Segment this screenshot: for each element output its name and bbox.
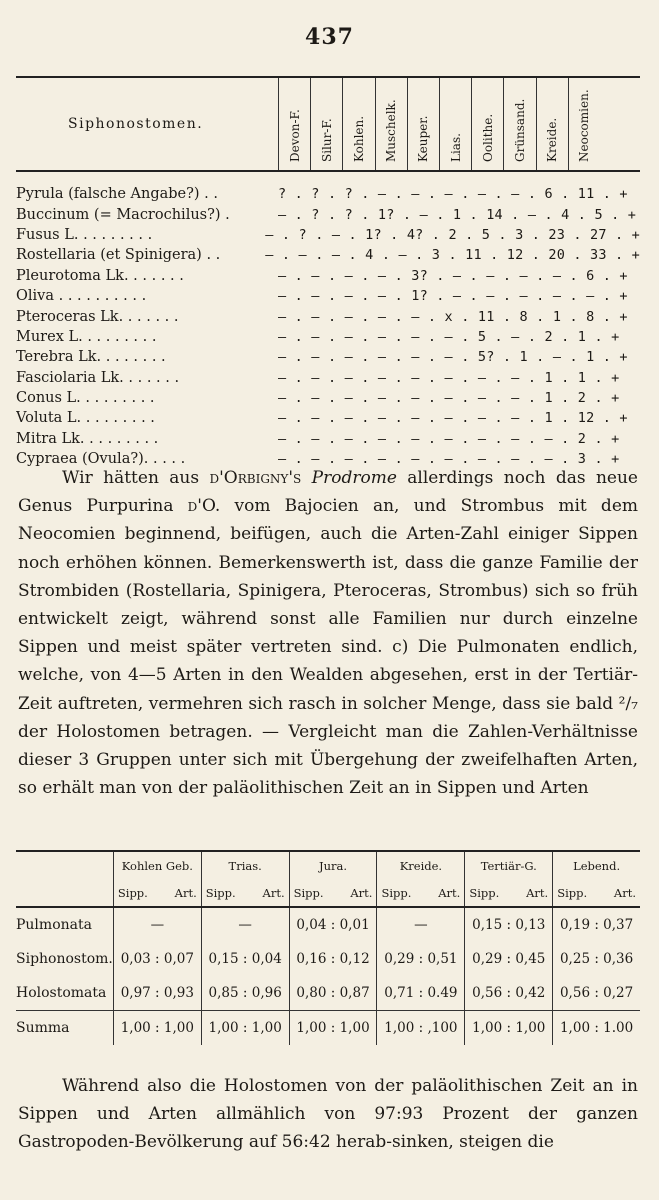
column-header xyxy=(439,78,471,170)
table-row xyxy=(16,286,640,306)
table-rule xyxy=(16,170,640,172)
ratio-cell: 1,00 : 1,00 xyxy=(289,1011,377,1046)
genus-name: Voluta L. . . . . . . . . xyxy=(16,410,155,427)
occurrence-values: — . ? . — . 1? . 4? . 2 . 5 . 3 . 23 . 27 . + xyxy=(265,226,640,243)
subheader xyxy=(289,880,377,907)
period-header: Kohlen Geb. xyxy=(113,851,201,880)
genus-name: Fusus L. . . . . . . . . xyxy=(16,226,153,243)
group-label: Siphonostom. xyxy=(16,951,113,967)
group-label: Holostomata xyxy=(16,985,107,1001)
table-row xyxy=(16,184,640,204)
subheader-pair xyxy=(553,886,640,900)
column-header-label: Muschelk. xyxy=(384,99,399,162)
paragraph-1 xyxy=(18,464,638,802)
author-name: d'Orbigny's xyxy=(209,468,302,488)
occurrence-values: — . — . — . — . — . x . 11 . 8 . 1 . 8 . + xyxy=(278,308,628,325)
genus-name: Murex L. . . . . . . . . xyxy=(16,328,157,345)
occurrence-values: — . — . — . — . — . — . — . — . 1 . 2 . + xyxy=(278,390,620,407)
column-header xyxy=(278,78,310,170)
art-label: Art. xyxy=(613,886,636,900)
subheader-pair xyxy=(465,886,552,900)
table-header xyxy=(16,78,640,170)
occurrence-values: — . — . — . 4 . — . 3 . 11 . 12 . 20 . 33 . + xyxy=(265,247,640,264)
ratio-cell: 0,29 : 0,45 xyxy=(465,942,553,976)
column-header xyxy=(536,78,568,170)
art-label: Art. xyxy=(174,886,197,900)
period-header: Trias. xyxy=(201,851,289,880)
ratio-cell: 0,15 : 0,04 xyxy=(201,942,289,976)
ratio-cell: 0,71 : 0.49 xyxy=(377,976,465,1011)
page-number: 437 xyxy=(305,24,354,50)
proportion-table xyxy=(16,850,640,1045)
group-label: Pulmonata xyxy=(16,917,92,933)
header-blank xyxy=(16,851,113,880)
table-row xyxy=(16,225,640,245)
ratio-cell: — xyxy=(113,907,201,942)
table-row xyxy=(16,368,640,388)
ratio-cell: 1,00 : 1,00 xyxy=(113,1011,201,1046)
table-row xyxy=(16,388,640,408)
ratio-cell: 0,04 : 0,01 xyxy=(289,907,377,942)
subheader-pair xyxy=(114,886,201,900)
ratio-cell: 0,97 : 0,93 xyxy=(113,976,201,1011)
work-title: Prodrome xyxy=(311,468,397,488)
art-label: Art. xyxy=(350,886,373,900)
ratio-cell: 1,00 : 1,00 xyxy=(465,1011,553,1046)
ratio-cell: 0,56 : 0,42 xyxy=(465,976,553,1011)
column-header xyxy=(310,78,342,170)
column-header xyxy=(568,78,600,170)
author-abbrev: d'O. xyxy=(187,496,221,517)
occurrence-values: — . — . — . — . — . — . — . — . 1 . 12 . + xyxy=(278,410,628,427)
table-row xyxy=(16,429,640,449)
ratio-cell: 0,19 : 0,37 xyxy=(553,907,640,942)
ratio-cell: 0,80 : 0,87 xyxy=(289,976,377,1011)
occurrence-values: — . — . — . — . — . — . 5? . 1 . — . 1 . + xyxy=(278,349,628,366)
occurrence-values: — . — . — . — . 3? . — . — . — . — . 6 . + xyxy=(278,267,628,284)
table-title: Siphonostomen. xyxy=(68,116,204,132)
genus-name: Pteroceras Lk. . . . . . . xyxy=(16,308,179,325)
art-label: Art. xyxy=(262,886,285,900)
column-header xyxy=(342,78,374,170)
column-header-label: Silur-F. xyxy=(319,118,334,162)
sipp-label: Sipp. xyxy=(117,886,148,900)
ratio-cell: — xyxy=(201,907,289,942)
subheader-pair xyxy=(377,886,464,900)
ratio-cell: — xyxy=(377,907,465,942)
subheader-pair xyxy=(202,886,289,900)
ratio-cell: 0,56 : 0,27 xyxy=(553,976,640,1011)
column-header xyxy=(503,78,535,170)
occurrence-values: — . — . — . — . — . — . — . — . — . 3 . + xyxy=(278,451,620,468)
header-blank xyxy=(16,880,113,907)
occurrence-values: — . — . — . — . 1? . — . — . — . — . — . + xyxy=(278,288,628,305)
column-header-label: Kreide. xyxy=(545,117,560,162)
ratio-cell: 1,00 : 1.00 xyxy=(553,1011,640,1046)
art-label: Art. xyxy=(526,886,549,900)
column-header-label: Devon-F. xyxy=(287,109,302,162)
subheader xyxy=(201,880,289,907)
table-row xyxy=(16,204,640,224)
occurrence-values: — . — . — . — . — . — . 5 . — . 2 . 1 . + xyxy=(278,328,620,345)
group-label: Summa xyxy=(16,1011,113,1046)
table-row xyxy=(16,408,640,428)
sipp-label: Sipp. xyxy=(293,886,324,900)
siphonostomen-table xyxy=(16,76,640,469)
column-header-label: Oolithe. xyxy=(480,113,495,162)
ratio-cell: 1,00 : ,100 xyxy=(377,1011,465,1046)
genus-name: Pyrula (falsche Angabe?) . . xyxy=(16,186,218,203)
table-row xyxy=(16,942,640,976)
table-row xyxy=(16,266,640,286)
column-header-label: Grünsand. xyxy=(512,98,527,162)
genus-name: Oliva . . . . . . . . . . xyxy=(16,288,147,305)
text-run: Während also die Holostomen von der paläolithischen Zeit an in Sippen und Arten allmählich von 97:93 Prozent der ganzen Gastropoden-Bevölkerung auf 56:42 herab-sinken, steigen die xyxy=(18,1076,638,1153)
table-row xyxy=(16,327,640,347)
sipp-label: Sipp. xyxy=(469,886,500,900)
column-header xyxy=(407,78,439,170)
genus-name: Buccinum (= Macrochilus?) . xyxy=(16,206,230,223)
paragraph-2 xyxy=(18,1072,638,1157)
occurrence-values: — . — . — . — . — . — . — . — . — . 2 . + xyxy=(278,430,620,447)
text-run: allerdings noch das neue Genus Purpurina xyxy=(18,468,638,517)
occurrence-values: — . — . — . — . — . — . — . — . 1 . 1 . + xyxy=(278,369,620,386)
ratio-cell: 0,29 : 0,51 xyxy=(377,942,465,976)
sipp-label: Sipp. xyxy=(381,886,412,900)
genus-name: Pleurotoma Lk. . . . . . . xyxy=(16,267,184,284)
genus-name: Terebra Lk. . . . . . . . xyxy=(16,349,166,366)
genus-name: Rostellaria (et Spinigera) . . xyxy=(16,247,221,264)
table-row xyxy=(16,1011,640,1046)
ratio-cell: 0,25 : 0,36 xyxy=(553,942,640,976)
table-row xyxy=(16,347,640,367)
ratio-cell: 0,16 : 0,12 xyxy=(289,942,377,976)
subheader xyxy=(377,880,465,907)
text-run: vom Bajocien an, und Strombus mit dem Neocomien beginnend, beifügen, auch die Arten-Zahl einiger Sippen noch erhöhen können. Bemerkenswerth ist, dass die ganze Familie der Strombiden (Rostellaria, Spinigera, Pteroceras, Strombus) sich so früh entwickelt zeigt, während sonst alle Familien nur durch einzelne Sippen und meist später vertreten sind. c) Die Pulmonaten endlich, welche, von 4—5 Arten in den Wealden abgesehen, erst in der Tertiär-Zeit auftreten, vermehren sich rasch in solcher Menge, dass sie bald ²/₇ der Holostomen betragen. — Vergleicht man die Zahlen-Verhältnisse dieser 3 Gruppen unter sich mit Übergehung der zweifelhaften Arten, so erhält man von der paläolithischen Zeit an in Sippen und Arten xyxy=(18,496,638,799)
column-header xyxy=(375,78,407,170)
genus-name: Conus L. . . . . . . . . xyxy=(16,390,155,407)
genus-name: Cypraea (Ovula?). . . . . xyxy=(16,451,186,468)
period-header: Jura. xyxy=(289,851,377,880)
text-run: Wir hätten aus xyxy=(62,468,210,488)
table-row xyxy=(16,245,640,265)
subheader xyxy=(113,880,201,907)
subheader xyxy=(465,880,553,907)
genus-name: Fasciolaria Lk. . . . . . . xyxy=(16,369,180,386)
column-header xyxy=(471,78,503,170)
column-header-label: Kohlen. xyxy=(351,115,366,162)
ratio-cell: 0,85 : 0,96 xyxy=(201,976,289,1011)
sipp-label: Sipp. xyxy=(205,886,236,900)
sipp-label: Sipp. xyxy=(557,886,588,900)
occurrence-values: ? . ? . ? . — . — . — . — . — . 6 . 11 . + xyxy=(278,186,628,203)
ratio-cell: 1,00 : 1,00 xyxy=(201,1011,289,1046)
column-header-label: Lias. xyxy=(448,133,463,162)
column-header-label: Keuper. xyxy=(416,115,431,162)
occurrence-values: — . ? . ? . 1? . — . 1 . 14 . — . 4 . 5 . + xyxy=(278,206,637,223)
art-label: Art. xyxy=(438,886,461,900)
ratio-cell: 0,03 : 0,07 xyxy=(113,942,201,976)
column-header-label: Neocomien. xyxy=(577,89,592,162)
subheader xyxy=(553,880,640,907)
table-row xyxy=(16,306,640,326)
table-row xyxy=(16,907,640,942)
genus-name: Mitra Lk. . . . . . . . . xyxy=(16,430,159,447)
table-row xyxy=(16,976,640,1011)
period-header: Kreide. xyxy=(377,851,465,880)
period-header: Lebend. xyxy=(553,851,640,880)
period-header: Tertiär-G. xyxy=(465,851,553,880)
subheader-pair xyxy=(290,886,377,900)
ratio-cell: 0,15 : 0,13 xyxy=(465,907,553,942)
